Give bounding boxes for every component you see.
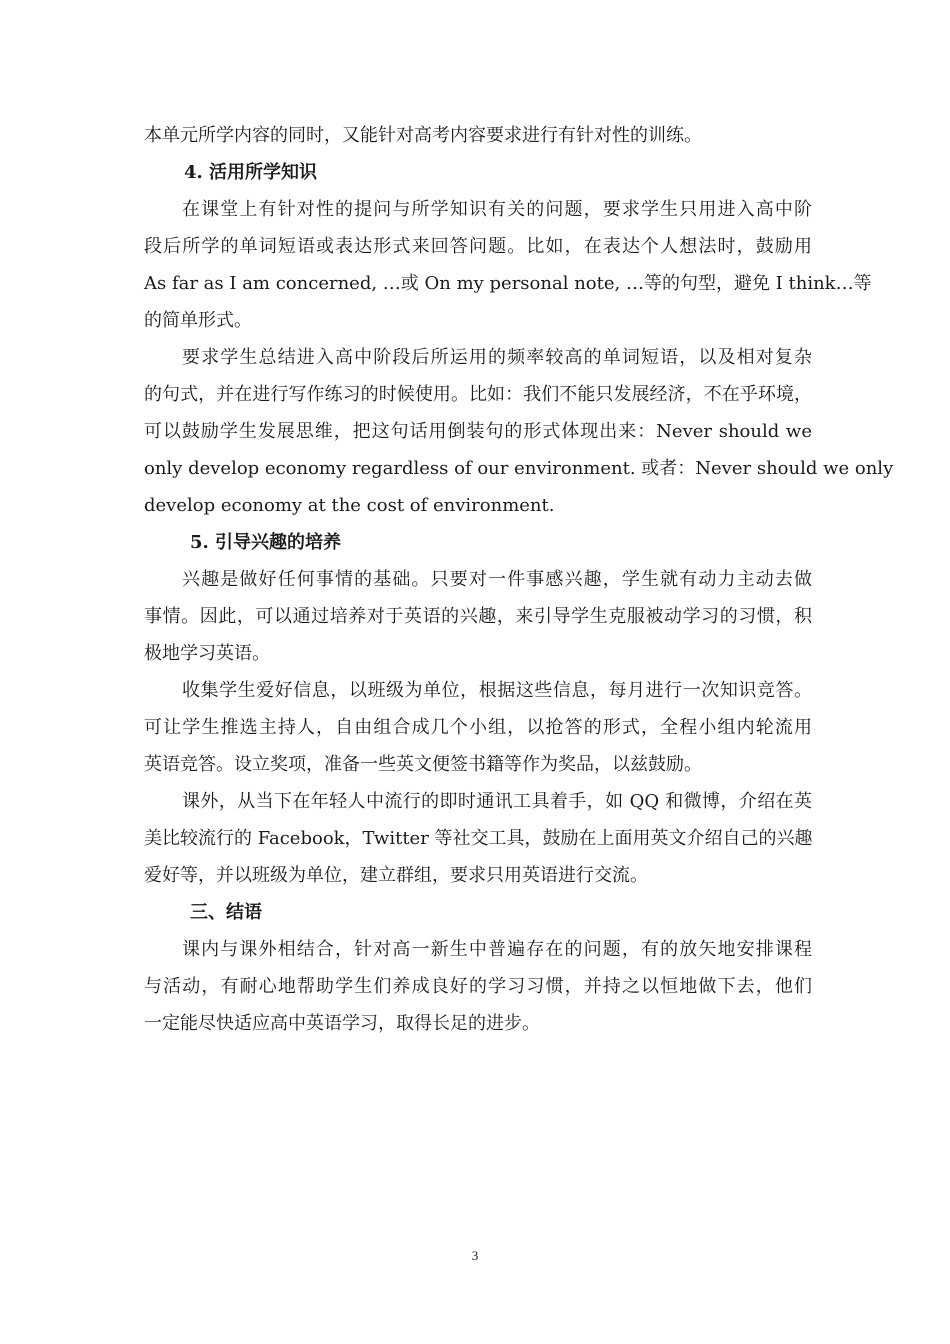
section-heading: 4. 活用所学知识 xyxy=(184,162,318,183)
paragraph-line: 在课堂上有针对性的提问与所学知识有关的问题，要求学生只用进入高中阶 xyxy=(182,199,812,220)
section-heading: 三、结语 xyxy=(190,902,262,923)
paragraph-line: 英语竞答。设立奖项，准备一些英文便签书籍等作为奖品，以兹鼓励。 xyxy=(144,754,702,775)
paragraph-line: only develop economy regardless of our environment. 或者：Never should we only xyxy=(144,458,894,479)
paragraph-line: As far as I am concerned, …或 On my personal note, …等的句型，避免 I think…等 xyxy=(144,273,872,294)
paragraph-line: 课内与课外相结合，针对高一新生中普遍存在的问题，有的放矢地安排课程 xyxy=(182,939,812,960)
paragraph-line: 爱好等，并以班级为单位，建立群组，要求只用英语进行交流。 xyxy=(144,865,648,886)
paragraph-line: 要求学生总结进入高中阶段后所运用的频率较高的单词短语，以及相对复杂 xyxy=(182,347,812,368)
paragraph-line: 极地学习英语。 xyxy=(144,643,270,664)
paragraph-line: 一定能尽快适应高中英语学习，取得长足的进步。 xyxy=(144,1013,540,1034)
paragraph-line: 课外，从当下在年轻人中流行的即时通讯工具着手，如 QQ 和微博，介绍在英 xyxy=(182,791,812,812)
body-text xyxy=(144,117,894,1042)
paragraph-line: 可让学生推选主持人，自由组合成几个小组，以抢答的形式，全程小组内轮流用 xyxy=(144,717,812,738)
paragraph-line: 的简单形式。 xyxy=(144,310,252,331)
page-number: 3 xyxy=(471,1248,479,1263)
paragraph-line: 段后所学的单词短语或表达形式来回答问题。比如，在表达个人想法时，鼓励用 xyxy=(144,236,812,257)
section-heading: 5. 引导兴趣的培养 xyxy=(190,532,342,553)
paragraph-line: 本单元所学内容的同时，又能针对高考内容要求进行有针对性的训练。 xyxy=(144,125,702,146)
paragraph-line: 与活动，有耐心地帮助学生们养成良好的学习习惯，并持之以恒地做下去，他们 xyxy=(144,976,812,997)
paragraph-line: 可以鼓励学生发展思维，把这句话用倒装句的形式体现出来：Never should we xyxy=(144,421,812,442)
paragraph-line: 兴趣是做好任何事情的基础。只要对一件事感兴趣，学生就有动力主动去做 xyxy=(182,569,812,590)
paragraph-line: develop economy at the cost of environment. xyxy=(144,495,555,516)
paragraph-line: 美比较流行的 Facebook，Twitter 等社交工具，鼓励在上面用英文介绍自己的兴趣 xyxy=(144,828,813,849)
paragraph-line: 的句式，并在进行写作练习的时候使用。比如：我们不能只发展经济，不在乎环境， xyxy=(144,384,812,405)
paragraph-line: 收集学生爱好信息，以班级为单位，根据这些信息，每月进行一次知识竞答。 xyxy=(182,680,812,701)
paragraph-line: 事情。因此，可以通过培养对于英语的兴趣，来引导学生克服被动学习的习惯，积 xyxy=(144,606,812,627)
